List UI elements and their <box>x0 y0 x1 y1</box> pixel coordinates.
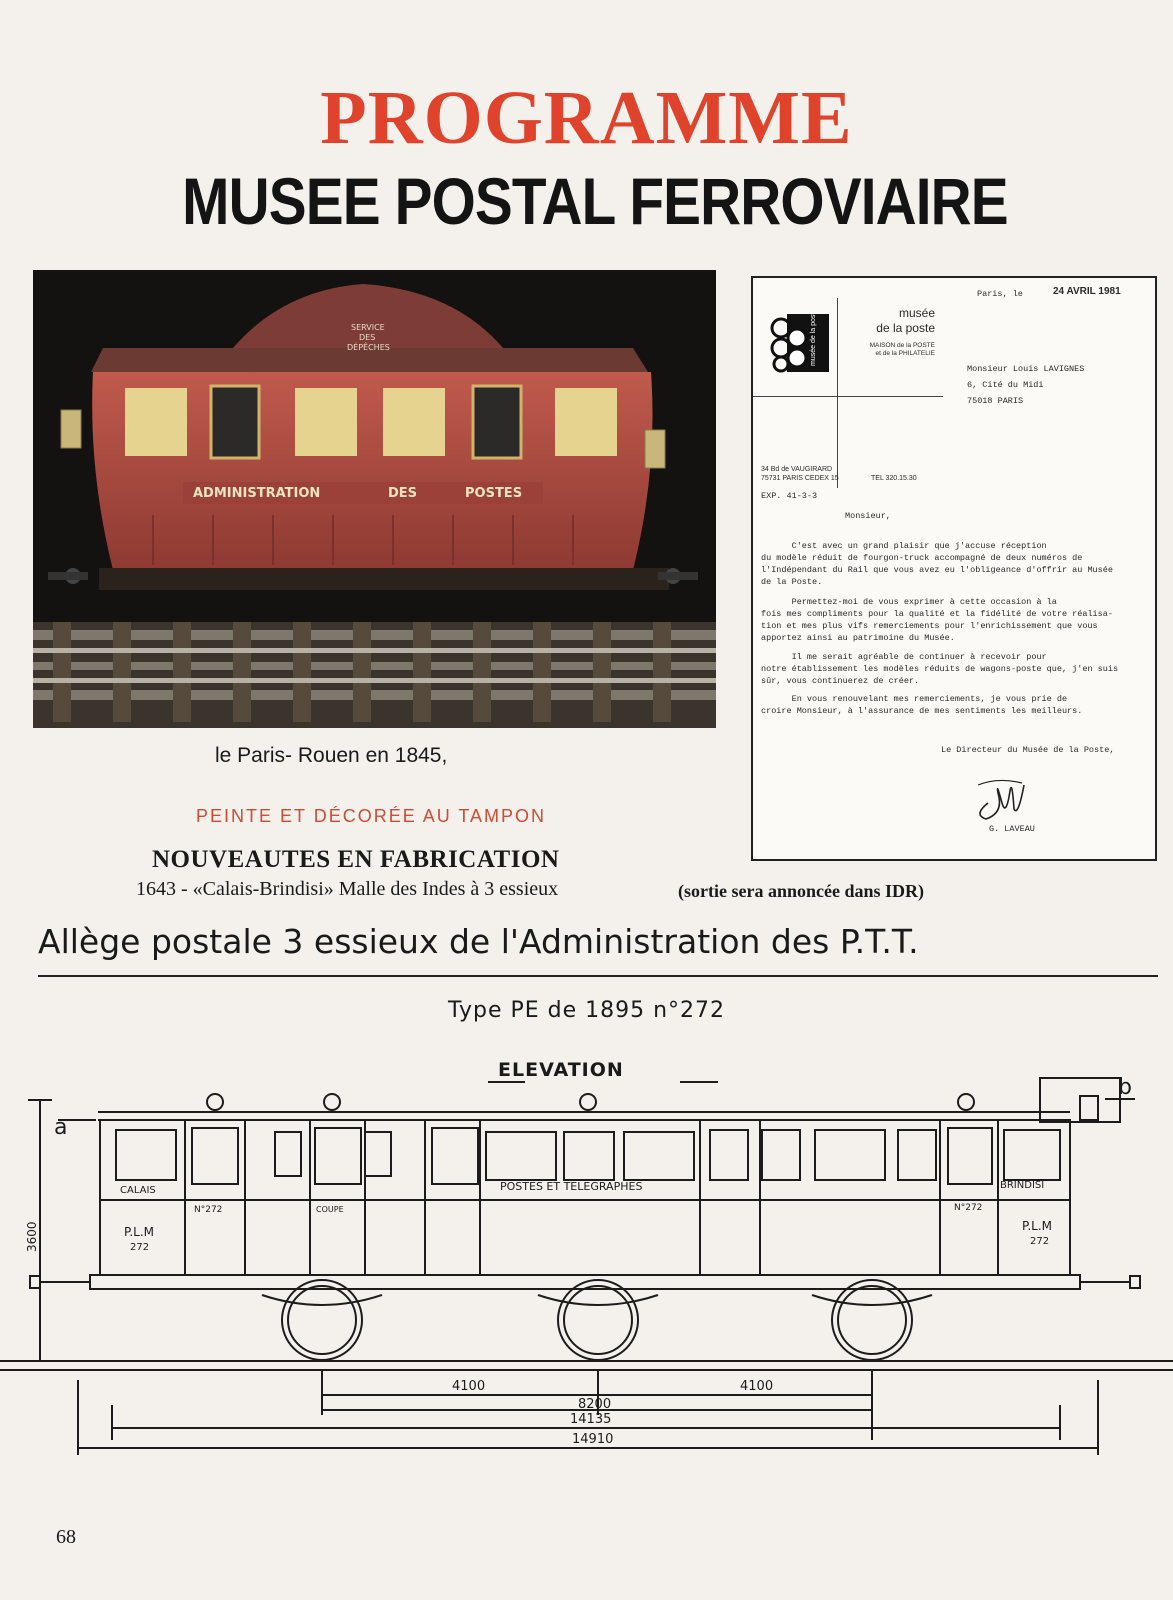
letter-place: Paris, le <box>977 289 1023 299</box>
photo-caption: le Paris- Rouen en 1845, <box>215 744 448 767</box>
letter-org-sub-2: et de la PHILATELIE <box>875 350 935 357</box>
letter-reference: EXP. 41-3-3 <box>761 491 818 501</box>
svg-text:musée de la poste: musée de la poste <box>810 312 817 366</box>
address-line-2: 75731 PARIS CEDEX 15 <box>761 475 839 482</box>
programme-heading: PROGRAMME <box>320 76 853 160</box>
recipient-city: 75018 PARIS <box>967 396 1024 406</box>
dimension-4100-left: 4100 <box>452 1379 486 1394</box>
signature-name: G. LAVEAU <box>989 824 1035 834</box>
address-line-1: 34 Bd de VAUGIRARD <box>761 466 833 473</box>
drawing-title: Allège postale 3 essieux de l'Administration des P.T.T. <box>38 922 919 961</box>
letter-divider-vertical <box>837 298 838 488</box>
letter-divider <box>753 396 943 397</box>
page-title: MUSEE POSTAL FERROVIAIRE <box>182 164 1008 238</box>
photo-lettering-2: DES <box>388 486 418 501</box>
plm-left-2: 272 <box>130 1242 150 1253</box>
letter-org-sub-1: MAISON de la POSTE <box>869 342 935 349</box>
roof-badge-line2: DES <box>359 333 376 342</box>
page-number: 68 <box>56 1526 76 1548</box>
letter-paragraph-2: Permettez-moi de vous exprimer à cette occasion à la fois mes compliments pour la qualité et la fidélité de votre réalisa- tion et mes plus vifs remerciements pour l'enrichissement que vous apportez ainsi au patrimoine du Musée. <box>761 597 1113 643</box>
release-note: (sortie sera annoncée dans IDR) <box>678 881 924 901</box>
plm-left-1: P.L.M <box>124 1225 155 1239</box>
calais-label: CALAIS <box>120 1185 156 1196</box>
plm-right-1: P.L.M <box>1022 1219 1053 1233</box>
product-item: 1643 - «Calais-Brindisi» Malle des Indes à 3 essieux <box>136 878 559 900</box>
letter-paragraph-1: C'est avec un grand plaisir que j'accuse réception du modèle réduit de fourgon-truck accompagné de deux numéros de l'Indépendant du Rail que vous avez eu l'obligeance d'offrir au Musée de la Poste. <box>761 541 1113 587</box>
letter <box>751 276 1157 861</box>
plm-right-2: 272 <box>1030 1236 1050 1247</box>
telephone: TEL 320.15.30 <box>871 475 917 482</box>
number-right: N°272 <box>954 1203 983 1213</box>
section-heading: NOUVEAUTES EN FABRICATION <box>152 846 560 873</box>
dimension-body-length: 14135 <box>570 1412 612 1427</box>
photo-lettering-3: POSTES <box>465 486 523 501</box>
wagon-photo <box>33 270 716 728</box>
recipient-name: Monsieur Louis LAVIGNES <box>967 364 1085 374</box>
photo-caption-red: PEINTE ET DÉCORÉE AU TAMPON <box>196 806 547 826</box>
letter-org-name-2: de la poste <box>876 321 935 335</box>
photo-lettering-1: ADMINISTRATION <box>193 486 321 501</box>
signature <box>968 773 1038 828</box>
letter-salutation: Monsieur, <box>845 511 891 521</box>
roof-badge-line3: DÉPÊCHES <box>347 343 390 352</box>
letter-date-stamp: 24 AVRIL 1981 <box>1053 286 1121 297</box>
postes-label: POSTES ET TELEGRAPHES <box>500 1180 643 1193</box>
letter-paragraph-3: Il me serait agréable de continuer à recevoir pour notre établissement les modèles réduits de wagons-poste que, j'en suis sûr, vous continuerez de créer. <box>761 652 1119 686</box>
letter-paragraph-4: En vous renouvelant mes remerciements, je vous prie de croire Monsieur, à l'assurance de mes sentiments les meilleurs. <box>761 694 1083 716</box>
technical-drawing <box>0 1050 1173 1490</box>
height-dimension: 3600 <box>25 1221 39 1252</box>
drawing-subtitle: Type PE de 1895 n°272 <box>447 998 726 1023</box>
coupe-label: COUPE <box>316 1205 344 1214</box>
elevation-label: ELEVATION <box>498 1059 624 1081</box>
dimension-overall-length: 14910 <box>572 1432 614 1447</box>
dimension-b-label: b <box>1118 1075 1132 1100</box>
dimension-wheelbase: 8200 <box>578 1397 612 1412</box>
letter-signoff: Le Directeur du Musée de la Poste, <box>941 745 1115 755</box>
number-left: N°272 <box>194 1205 223 1215</box>
brindisi-label: BRINDISI <box>1000 1180 1045 1191</box>
letter-org-name-1: musée <box>898 306 935 320</box>
recipient-street: 6, Cité du Midi <box>967 380 1044 390</box>
dimension-a-label: a <box>54 1115 68 1140</box>
roof-badge-line1: SERVICE <box>351 323 385 332</box>
musee-logo <box>767 312 831 374</box>
drawing-title-rule <box>38 975 1158 977</box>
dimension-4100-right: 4100 <box>740 1379 774 1394</box>
